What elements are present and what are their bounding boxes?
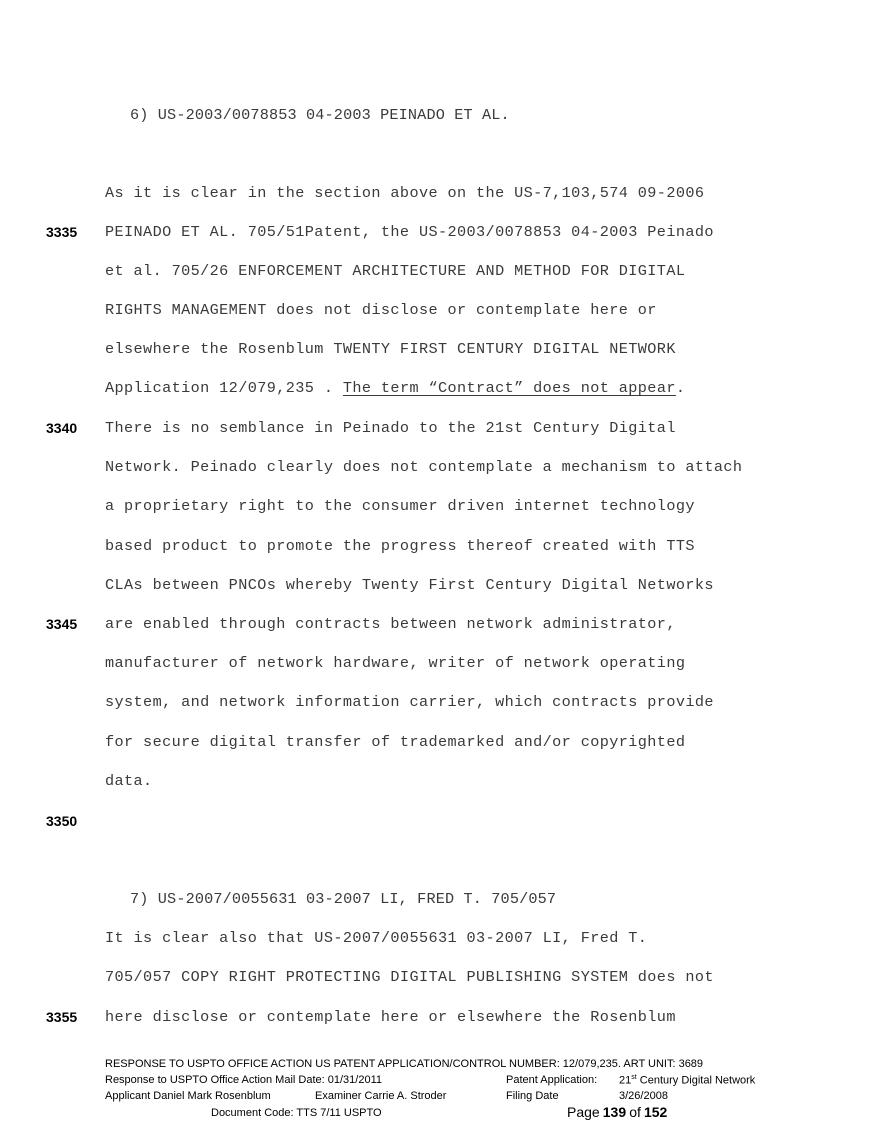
text-line: based product to promote the progress thereof created with TTS xyxy=(105,537,695,555)
text-segment: Application 12/079,235 . xyxy=(105,379,334,397)
text-line: RIGHTS MANAGEMENT does not disclose or contemplate here or xyxy=(105,301,657,319)
line-number: 3335 xyxy=(46,224,78,240)
page-number: 139 xyxy=(602,1104,627,1120)
footer-patent-app-num: 21 xyxy=(619,1074,632,1087)
footer-filing-date: 3/26/2008 xyxy=(619,1090,668,1102)
text-line: CLAs between PNCOs whereby Twenty First Century Digital Networks xyxy=(105,576,714,594)
footer-line-1 xyxy=(105,1058,805,1070)
text-line: elsewhere the Rosenblum TWENTY FIRST CENTURY DIGITAL NETWORK xyxy=(105,340,676,358)
footer-document-code: Document Code: TTS 7/11 USPTO xyxy=(211,1107,382,1119)
line-number: 3350 xyxy=(46,813,78,829)
text-line: system, and network information carrier, which contracts provide xyxy=(105,693,714,711)
page-word: Page xyxy=(567,1104,600,1120)
page-of: of xyxy=(629,1104,641,1120)
text-line: As it is clear in the section above on the US-7,103,574 09-2006 xyxy=(105,184,705,202)
text-line: et al. 705/26 ENFORCEMENT ARCHITECTURE AND METHOD FOR DIGITAL xyxy=(105,262,686,280)
footer-patent-app-title xyxy=(619,1074,755,1087)
text-line-with-underline xyxy=(105,379,685,397)
text-segment: . xyxy=(675,379,686,397)
line-number: 3355 xyxy=(46,1009,78,1025)
text-line: It is clear also that US-2007/0055631 03-2007 LI, Fred T. xyxy=(105,929,648,947)
line-number: 3340 xyxy=(46,420,78,436)
text-line: data. xyxy=(105,772,153,790)
text-line: are enabled through contracts between network administrator, xyxy=(105,615,676,633)
text-line: There is no semblance in Peinado to the 21st Century Digital xyxy=(105,419,676,437)
text-line: for secure digital transfer of trademarked and/or copyrighted xyxy=(105,733,686,751)
line-number: 3345 xyxy=(46,616,78,632)
section-heading-7: 7) US-2007/0055631 03-2007 LI, FRED T. 705/057 xyxy=(130,890,557,908)
footer-examiner: Examiner Carrie A. Stroder xyxy=(315,1090,447,1102)
footer-patent-app-label: Patent Application: xyxy=(506,1074,598,1086)
footer-applicant: Applicant Daniel Mark Rosenblum xyxy=(105,1090,271,1102)
text-line: PEINADO ET AL. 705/51Patent, the US-2003/0078853 04-2003 Peinado xyxy=(105,223,714,241)
text-line: manufacturer of network hardware, writer of network operating xyxy=(105,654,686,672)
section-heading-6: 6) US-2003/0078853 04-2003 PEINADO ET AL. xyxy=(130,106,510,124)
footer-patent-app-sup: st xyxy=(631,1074,637,1081)
page-indicator xyxy=(567,1104,667,1120)
text-line: Network. Peinado clearly does not contemplate a mechanism to attach xyxy=(105,458,743,476)
text-line: here disclose or contemplate here or elsewhere the Rosenblum xyxy=(105,1008,676,1026)
footer-response-title: RESPONSE TO USPTO OFFICE ACTION US PATENT APPLICATION/CONTROL NUMBER: 12/079,235. ART UNIT: 3689 xyxy=(105,1058,704,1070)
footer-mail-date: Response to USPTO Office Action Mail Date: 01/31/2011 xyxy=(105,1074,382,1086)
text-line: 705/057 COPY RIGHT PROTECTING DIGITAL PUBLISHING SYSTEM does not xyxy=(105,968,714,986)
page-total: 152 xyxy=(643,1104,668,1120)
footer-patent-app-rest: Century Digital Network xyxy=(639,1074,756,1087)
underlined-text: The term “Contract” does not appear xyxy=(342,379,676,397)
footer-filing-label: Filing Date xyxy=(506,1090,559,1102)
text-line: a proprietary right to the consumer driven internet technology xyxy=(105,497,695,515)
